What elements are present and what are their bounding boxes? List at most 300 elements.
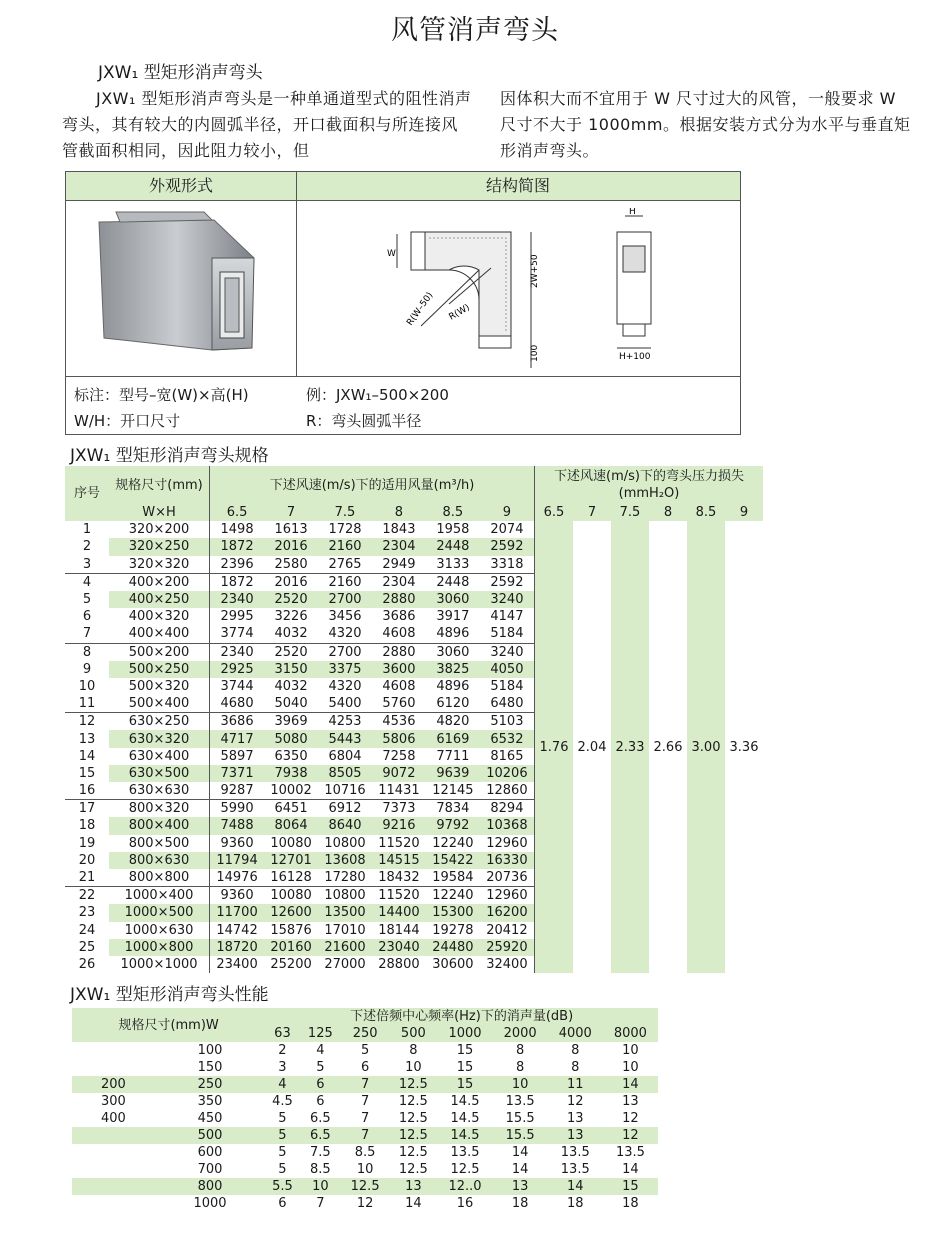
flow-value: 4253 [318, 713, 372, 731]
flow-value: 11431 [378, 783, 420, 799]
velocity-header: 8.5 [426, 504, 480, 521]
flow-value: 10080 [270, 835, 312, 851]
attenuation-value: 13.5 [560, 1145, 590, 1160]
attenuation-value: 8 [571, 1043, 580, 1058]
flow-value: 4896 [436, 678, 470, 694]
freq-header: 250 [341, 1025, 389, 1042]
spec-table [65, 466, 763, 973]
attenuation-value: 6.5 [300, 1127, 341, 1144]
flow-value: 16128 [270, 870, 312, 886]
size-b: 700 [197, 1162, 223, 1177]
perf-size-header: 规格尺寸(mm)W [72, 1008, 265, 1042]
flow-value: 5080 [264, 730, 318, 747]
flow-value: 5040 [274, 696, 308, 712]
attenuation-value: 7 [360, 1111, 370, 1126]
loss-value: 3.00 [687, 521, 725, 973]
flow-value: 3744 [220, 678, 254, 694]
size-a [72, 1059, 155, 1076]
flow-value: 10002 [270, 783, 312, 799]
velocity-header: 7 [264, 504, 318, 521]
flow-value: 6169 [426, 730, 480, 747]
attenuation-value: 14 [622, 1162, 639, 1177]
size-b: 800 [155, 1178, 265, 1195]
loss-value: 1.76 [535, 521, 574, 973]
flow-value: 7488 [210, 817, 265, 834]
size-a [72, 1178, 155, 1195]
attenuation-value: 12.5 [398, 1094, 428, 1109]
attenuation-value: 18 [622, 1196, 639, 1211]
table-row [65, 521, 763, 538]
flow-value: 15300 [426, 904, 480, 921]
flow-value: 2340 [210, 591, 265, 608]
note-radius: R：弯头圆弧半径 [306, 412, 422, 430]
attenuation-value: 5 [360, 1043, 370, 1058]
flow-value: 2160 [318, 573, 372, 591]
note-wh: W/H：开口尺寸 [74, 412, 181, 430]
flow-value: 2700 [318, 591, 372, 608]
flow-value: 4320 [328, 678, 362, 694]
attenuation-value: 6.5 [310, 1111, 331, 1126]
figure-box [65, 171, 741, 435]
flow-value: 10080 [264, 887, 318, 905]
flow-value: 5400 [328, 696, 362, 712]
flow-value: 5443 [318, 730, 372, 747]
flow-value: 4680 [220, 696, 254, 712]
attenuation-value: 6 [360, 1060, 370, 1075]
flow-value: 15422 [426, 852, 480, 869]
flow-value: 2995 [220, 609, 254, 625]
size-b: 450 [197, 1111, 223, 1126]
size-a [72, 1144, 155, 1161]
row-index: 18 [78, 818, 96, 834]
flow-value: 12860 [480, 782, 535, 800]
flow-value: 5103 [480, 713, 535, 731]
loss-value: 3.36 [729, 739, 759, 755]
flow-value: 11520 [372, 887, 426, 905]
flow-value: 4032 [274, 678, 308, 694]
flow-value: 21600 [318, 939, 372, 956]
flow-value: 10368 [480, 817, 535, 834]
attenuation-value: 13.5 [505, 1094, 535, 1109]
flow-value: 11520 [378, 835, 420, 851]
flow-value: 3240 [480, 591, 535, 608]
size-a [72, 1161, 155, 1178]
flow-value: 5897 [220, 748, 254, 764]
row-index: 7 [82, 626, 92, 642]
row-index: 10 [78, 678, 96, 694]
row-size: 800×400 [109, 817, 210, 834]
flow-value: 3969 [264, 713, 318, 731]
attenuation-value: 12.5 [450, 1162, 480, 1177]
flow-value: 6451 [264, 800, 318, 818]
flow-value: 7373 [372, 800, 426, 818]
table-row [72, 1127, 658, 1144]
table-row [72, 1042, 658, 1059]
row-index: 14 [78, 748, 96, 764]
flow-value: 20736 [480, 869, 535, 887]
flow-value: 2520 [264, 643, 318, 661]
size-a: 200 [72, 1076, 155, 1093]
freq-header: 63 [265, 1025, 299, 1042]
flow-value: 2016 [264, 538, 318, 555]
flow-value: 8505 [318, 765, 372, 782]
attenuation-value: 15 [603, 1178, 658, 1195]
product-photo [94, 210, 274, 360]
flow-value: 3917 [436, 609, 470, 625]
attenuation-value: 4 [265, 1076, 299, 1093]
flow-value: 2592 [480, 538, 535, 555]
attenuation-value: 7 [341, 1076, 389, 1093]
attenuation-value: 5 [278, 1162, 287, 1177]
note-model-label: 标注：型号–宽(W)×高(H) [74, 386, 249, 404]
attenuation-value: 7 [341, 1127, 389, 1144]
flow-value: 12145 [432, 783, 474, 799]
flow-value: 3133 [436, 556, 470, 572]
size-b: 600 [197, 1145, 223, 1160]
flow-value: 12240 [426, 887, 480, 905]
flow-value: 8165 [480, 748, 535, 765]
flow-value: 5806 [372, 730, 426, 747]
flow-value: 32400 [480, 956, 535, 973]
flow-value: 5184 [480, 678, 535, 695]
attenuation-value: 14 [548, 1178, 603, 1195]
attenuation-value: 13.5 [615, 1145, 645, 1160]
flow-value: 12701 [264, 852, 318, 869]
attenuation-value: 12 [622, 1111, 639, 1126]
flow-value: 2160 [318, 538, 372, 555]
flow-value: 11700 [210, 904, 265, 921]
flow-value: 6532 [480, 730, 535, 747]
table-row [72, 1144, 658, 1161]
label-r-w50: R(W–50) [405, 290, 436, 328]
flow-value: 14976 [216, 870, 258, 886]
label-r-w: R(W) [447, 302, 472, 323]
flow-value: 10206 [480, 765, 535, 782]
row-size: 630×500 [109, 765, 210, 782]
size-a: 400 [100, 1111, 126, 1126]
row-index: 15 [78, 765, 96, 781]
flow-value: 7834 [426, 800, 480, 818]
flow-value: 14400 [372, 904, 426, 921]
row-index: 26 [78, 956, 96, 972]
section-heading: JXW₁ 型矩形消声弯头 [98, 63, 263, 83]
freq-header: 4000 [548, 1025, 603, 1042]
flow-value: 9287 [220, 783, 254, 799]
flow-value: 14742 [216, 922, 258, 938]
size-a [72, 1042, 155, 1059]
row-size: 500×400 [109, 695, 210, 713]
attenuation-value: 5.5 [265, 1178, 299, 1195]
flow-value: 2340 [210, 643, 265, 661]
flow-value: 25200 [270, 956, 312, 972]
flow-value: 2448 [426, 573, 480, 591]
flow-value: 8640 [318, 817, 372, 834]
freq-header: 1000 [437, 1025, 492, 1042]
intro-paragraph-left: JXW₁ 型矩形消声弯头是一种单通道型式的阻性消声弯头，其有较大的内圆弧半径，开口截面积与所连接风管截面积相同，因此阻力较小，但 [62, 89, 472, 160]
flow-value: 10800 [324, 835, 366, 851]
flow-value: 6120 [436, 696, 470, 712]
flow-value: 12960 [480, 835, 535, 852]
row-size: 400×320 [109, 608, 210, 625]
spec-heading: JXW₁ 型矩形消声弯头规格 [70, 446, 269, 466]
divider [296, 172, 297, 377]
flow-value: 2925 [210, 661, 265, 678]
attenuation-value: 4 [316, 1043, 325, 1058]
attenuation-value: 6 [278, 1196, 287, 1211]
attenuation-value: 14 [511, 1145, 529, 1160]
flow-value: 30600 [432, 956, 474, 972]
attenuation-value: 14.5 [450, 1111, 480, 1126]
row-size: 1000×1000 [109, 956, 210, 973]
flow-value: 3060 [426, 591, 480, 608]
flow-value: 9072 [372, 765, 426, 782]
flow-value: 7258 [382, 748, 416, 764]
velocity-header: 8 [372, 504, 426, 521]
attenuation-value: 3 [278, 1060, 287, 1075]
flow-value: 5990 [210, 800, 265, 818]
table-row [72, 1161, 658, 1178]
row-size: 1000×630 [109, 922, 210, 939]
velocity-header: 6.5 [210, 504, 265, 521]
flow-value: 6804 [328, 748, 362, 764]
attenuation-value: 8.5 [310, 1162, 331, 1177]
flow-value: 23400 [216, 956, 258, 972]
flow-value: 18720 [210, 939, 265, 956]
flow-value: 3226 [274, 609, 308, 625]
flow-value: 6480 [480, 695, 535, 713]
row-index: 19 [78, 835, 96, 851]
flow-value: 11794 [210, 852, 265, 869]
row-size: 800×630 [109, 852, 210, 869]
attenuation-value: 12 [566, 1094, 584, 1109]
flow-value: 16330 [480, 852, 535, 869]
velocity-header: 9 [480, 504, 535, 521]
flow-value: 4608 [382, 678, 416, 694]
flow-value: 7938 [264, 765, 318, 782]
flow-value: 2074 [480, 521, 535, 538]
loss-velocity-header: 7 [573, 504, 611, 521]
flow-value: 17280 [324, 870, 366, 886]
flow-value: 2016 [264, 573, 318, 591]
row-size: 400×250 [109, 591, 210, 608]
flow-value: 20412 [480, 922, 535, 939]
flow-value: 2880 [372, 591, 426, 608]
attenuation-value: 5 [316, 1060, 325, 1075]
flow-value: 5184 [480, 625, 535, 643]
attenuation-value: 13 [622, 1094, 639, 1109]
flow-value: 13608 [318, 852, 372, 869]
flow-value: 6912 [318, 800, 372, 818]
row-index: 23 [78, 905, 96, 921]
row-size: 500×250 [109, 661, 210, 678]
attenuation-value: 12.5 [398, 1111, 428, 1126]
attenuation-value: 13 [548, 1127, 603, 1144]
label-h: H [629, 208, 636, 217]
row-size: 800×500 [109, 835, 210, 852]
attenuation-value: 12 [603, 1127, 658, 1144]
attenuation-value: 6 [300, 1076, 341, 1093]
loss-velocity-header: 7.5 [611, 504, 649, 521]
attenuation-value: 15 [456, 1060, 474, 1075]
attenuation-value: 7 [316, 1196, 325, 1211]
row-size: 630×400 [109, 748, 210, 765]
row-index: 4 [65, 573, 109, 591]
size-b: 350 [197, 1094, 223, 1109]
flow-value: 15876 [270, 922, 312, 938]
col-size-sub: W×H [109, 504, 210, 521]
size-b: 150 [197, 1060, 223, 1075]
row-index: 24 [78, 922, 96, 938]
attenuation-value: 10 [622, 1060, 639, 1075]
size-b: 500 [155, 1127, 265, 1144]
page-title: 风管消声弯头 [391, 15, 559, 46]
flow-value: 1498 [220, 522, 254, 538]
attenuation-value: 8 [516, 1060, 525, 1075]
row-size: 800×800 [109, 869, 210, 887]
flow-value: 9360 [210, 887, 265, 905]
row-index: 1 [82, 522, 92, 538]
flow-value: 2304 [372, 538, 426, 555]
attenuation-value: 8 [516, 1043, 525, 1058]
flow-value: 1958 [436, 522, 470, 538]
row-size: 800×320 [109, 800, 210, 818]
flow-value: 2949 [382, 556, 416, 572]
row-index: 8 [65, 643, 109, 661]
flow-value: 3318 [480, 556, 535, 574]
perf-freq-header: 下述倍频中心频率(Hz)下的消声量(dB) [265, 1008, 658, 1025]
row-size: 1000×400 [109, 887, 210, 905]
flow-value: 2448 [426, 538, 480, 555]
flow-value: 23040 [372, 939, 426, 956]
label-100: 100 [530, 344, 540, 362]
row-index: 6 [82, 609, 92, 625]
table-row [72, 1110, 658, 1127]
col-index-header: 序号 [65, 466, 109, 521]
attenuation-value: 12.5 [389, 1127, 437, 1144]
flow-value: 7371 [210, 765, 265, 782]
flow-value: 3456 [328, 609, 362, 625]
attenuation-value: 12 [356, 1196, 374, 1211]
attenuation-value: 14 [511, 1162, 529, 1177]
attenuation-value: 14.5 [437, 1127, 492, 1144]
size-b: 250 [155, 1076, 265, 1093]
table-row [72, 1076, 658, 1093]
flow-value: 12600 [264, 904, 318, 921]
flow-value: 27000 [324, 956, 366, 972]
flow-value: 2700 [318, 643, 372, 661]
flow-value: 3686 [382, 609, 416, 625]
attenuation-value: 12..0 [437, 1178, 492, 1195]
row-index: 3 [82, 556, 92, 572]
attenuation-value: 7 [360, 1094, 370, 1109]
flow-value: 9216 [372, 817, 426, 834]
row-index: 17 [65, 800, 109, 818]
freq-header: 8000 [603, 1025, 658, 1042]
flow-value: 12240 [432, 835, 474, 851]
row-index: 12 [65, 713, 109, 731]
row-index: 5 [82, 592, 92, 608]
col-size-header: 规格尺寸(mm) [109, 466, 210, 504]
attenuation-value: 14 [603, 1076, 658, 1093]
attenuation-value: 14.5 [450, 1094, 480, 1109]
size-a: 300 [100, 1094, 126, 1109]
flow-value: 4032 [274, 626, 308, 642]
flow-value: 9360 [220, 835, 254, 851]
flow-value: 8294 [480, 800, 535, 818]
flow-value: 16200 [480, 904, 535, 921]
attenuation-value: 10 [493, 1076, 548, 1093]
flow-value: 3774 [220, 626, 254, 642]
row-index: 2 [82, 539, 92, 555]
flow-value: 3375 [318, 661, 372, 678]
flow-value: 28800 [378, 956, 420, 972]
attenuation-value: 4.5 [272, 1094, 293, 1109]
label-w: W [387, 249, 396, 259]
flow-value: 19278 [432, 922, 474, 938]
table-row [72, 1178, 658, 1195]
attenuation-value: 2 [278, 1043, 287, 1058]
attenuation-value: 13 [493, 1178, 548, 1195]
flow-value: 4147 [480, 608, 535, 625]
flow-value: 13500 [318, 904, 372, 921]
row-size: 1000×500 [109, 904, 210, 921]
flow-value: 1872 [210, 573, 265, 591]
attenuation-value: 10 [405, 1060, 422, 1075]
row-size: 630×320 [109, 730, 210, 747]
attenuation-value: 16 [456, 1196, 474, 1211]
flow-value: 14515 [372, 852, 426, 869]
attenuation-value: 13 [389, 1178, 437, 1195]
loss-velocity-header: 6.5 [535, 504, 574, 521]
flow-value: 20160 [264, 939, 318, 956]
row-index: 21 [78, 870, 96, 886]
flow-value: 12960 [480, 887, 535, 905]
attenuation-value: 12.5 [341, 1178, 389, 1195]
size-a [72, 1127, 155, 1144]
flow-value: 4608 [382, 626, 416, 642]
attenuation-value: 8 [571, 1060, 580, 1075]
flow-value: 4050 [480, 661, 535, 678]
flow-value: 7711 [436, 748, 470, 764]
attenuation-value: 14 [405, 1196, 422, 1211]
attenuation-value: 7.5 [310, 1145, 331, 1160]
figure-header [66, 172, 740, 201]
col-appearance-title: 外观形式 [148, 176, 213, 195]
flow-value: 4320 [328, 626, 362, 642]
flow-value: 4820 [426, 713, 480, 731]
size-b: 1000 [193, 1196, 227, 1211]
flow-value: 19584 [432, 870, 474, 886]
attenuation-value: 13.5 [560, 1162, 590, 1177]
col-flow-header: 下述风速(m/s)下的适用风量(m³/h) [210, 466, 535, 504]
row-index: 20 [78, 852, 96, 868]
attenuation-value: 6 [316, 1094, 325, 1109]
flow-value: 2520 [264, 591, 318, 608]
loss-value: 2.66 [653, 739, 683, 755]
perf-heading: JXW₁ 型矩形消声弯头性能 [70, 985, 269, 1005]
label-2w50: 2W+50 [530, 254, 540, 288]
row-size: 630×250 [109, 713, 210, 731]
note-example: 例：JXW₁–500×200 [306, 386, 449, 404]
flow-value: 4717 [210, 730, 265, 747]
flow-value: 1872 [210, 538, 265, 555]
row-index: 16 [78, 783, 96, 799]
flow-value: 4896 [436, 626, 470, 642]
row-size: 320×250 [109, 538, 210, 555]
attenuation-value: 13 [566, 1111, 584, 1126]
attenuation-value: 15.5 [505, 1111, 535, 1126]
attenuation-value: 18 [566, 1196, 584, 1211]
